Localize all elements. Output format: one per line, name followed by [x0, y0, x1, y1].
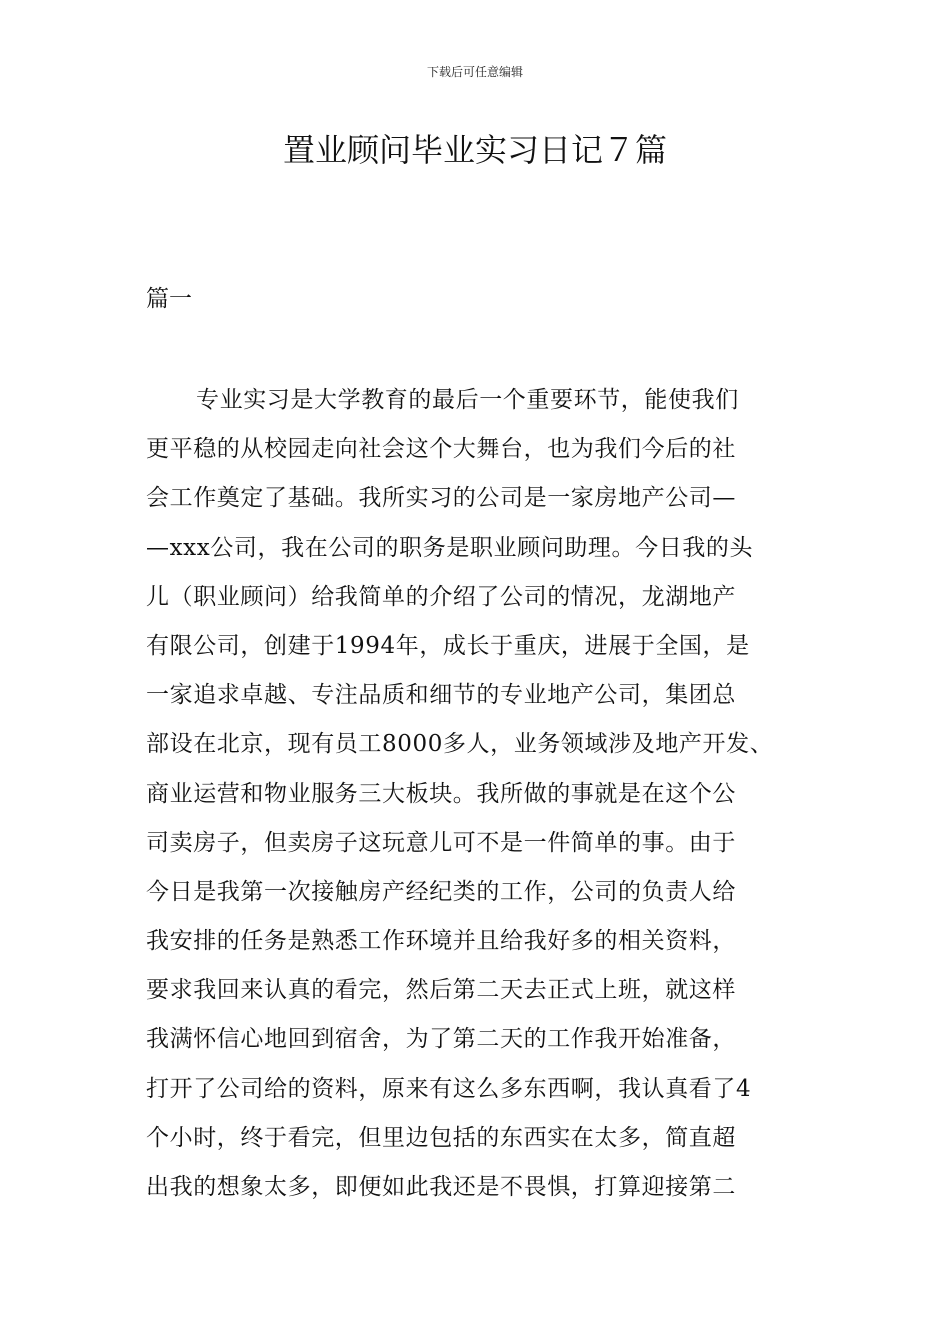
paragraph-line: 会工作奠定了基础。我所实习的公司是一家房地产公司—	[146, 485, 736, 512]
body-text	[146, 376, 826, 1212]
paragraph-line: 更平稳的从校园走向社会这个大舞台，也为我们今后的社	[146, 436, 736, 463]
paragraph-line: 出我的想象太多，即便如此我还是不畏惧，打算迎接第二	[146, 1174, 736, 1200]
header-note: 下载后可任意编辑	[426, 65, 523, 79]
paragraph-line: 今日是我第一次接触房产经纪类的工作，公司的负责人给	[146, 878, 736, 905]
paragraph-line: —xxx公司，我在公司的职务是职业顾问助理。今日我的头	[146, 534, 754, 561]
paragraph-line: 一家追求卓越、专注品质和细节的专业地产公司，集团总	[146, 682, 736, 709]
section-heading: 篇一	[146, 286, 192, 312]
paragraph-line: 个小时，终于看完，但里边包括的东西实在太多，简直超	[146, 1124, 736, 1151]
paragraph-line: 部设在北京，现有员工8000多人，业务领域涉及地产开发、	[146, 731, 774, 758]
paragraph-line: 司卖房子，但卖房子这玩意儿可不是一件简单的事。由于	[146, 829, 736, 856]
paragraph-line: 专业实习是大学教育的最后一个重要环节，能使我们	[196, 387, 739, 413]
paragraph-line: 儿（职业顾问）给我简单的介绍了公司的情况，龙湖地产	[146, 583, 736, 610]
paragraph-line: 要求我回来认真的看完，然后第二天去正式上班，就这样	[146, 977, 736, 1004]
paragraph-line: 有限公司，创建于1994年，成长于重庆，进展于全国，是	[146, 632, 750, 659]
paragraph-line: 我满怀信心地回到宿舍，为了第二天的工作我开始准备，	[146, 1026, 736, 1053]
paragraph-line: 打开了公司给的资料，原来有这么多东西啊，我认真看了4	[146, 1075, 752, 1102]
paragraph-line: 我安排的任务是熟悉工作环境并且给我好多的相关资料，	[146, 928, 736, 955]
paragraph-line: 商业运营和物业服务三大板块。我所做的事就是在这个公	[146, 780, 736, 807]
document-title: 置业顾问毕业实习日记７篇	[282, 131, 667, 169]
